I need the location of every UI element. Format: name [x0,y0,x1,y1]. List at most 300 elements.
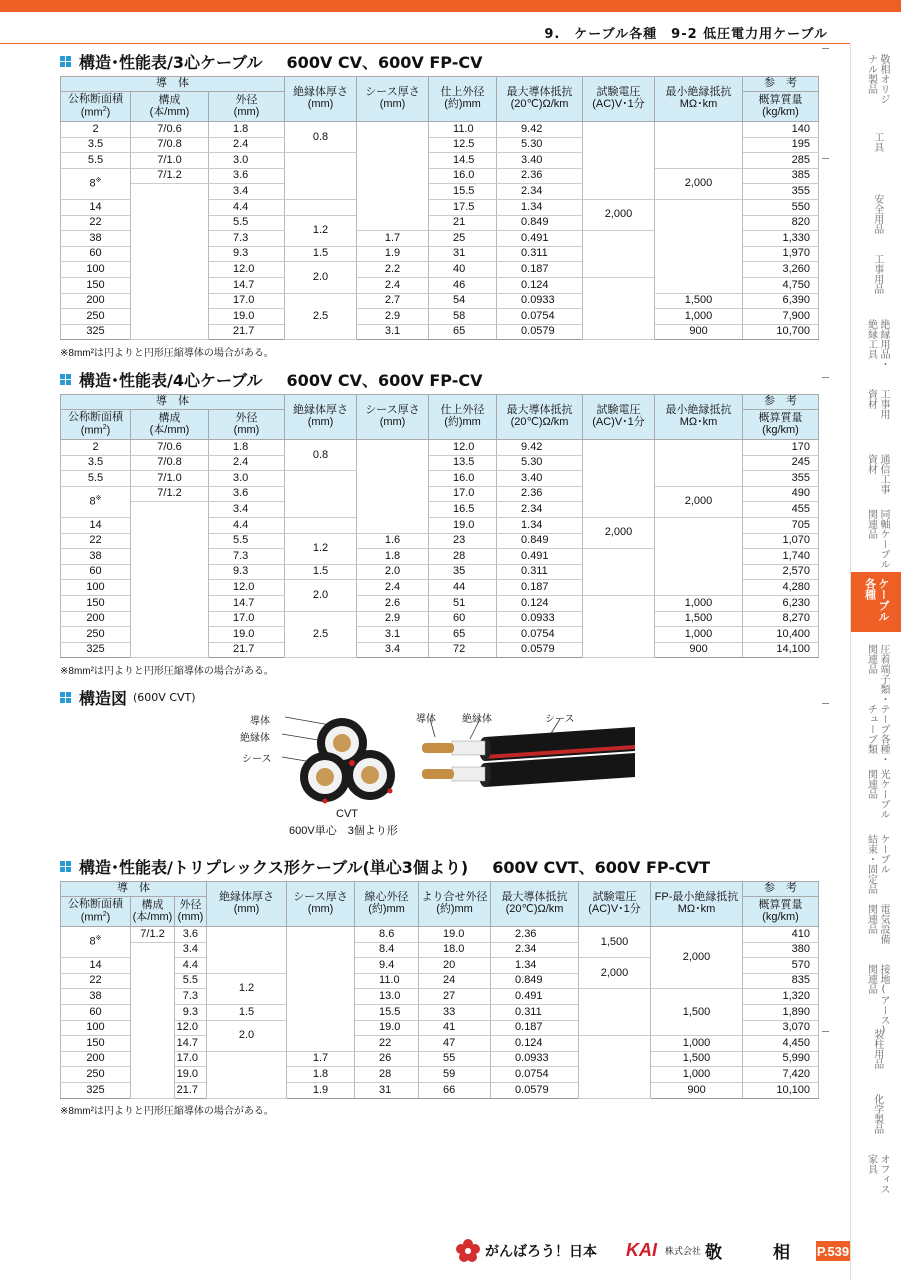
table-cell: 1,000 [651,1067,743,1083]
table-cell: 835 [743,973,819,989]
table-cell: 9.3 [175,1004,207,1020]
table-cell: 100 [61,580,131,596]
table-cell: 1.5 [285,564,357,580]
table-row [61,1051,819,1067]
table-cell: 7/1.2 [131,927,175,943]
table-cell: 1,890 [743,1004,819,1020]
sidebar-item-label: 関連品 [865,769,877,799]
table-cell: 195 [743,137,819,153]
table-cell: 0.311 [491,1004,579,1020]
sidebar-item[interactable] [851,1154,901,1214]
table-cell: 31 [355,1082,419,1098]
table-cell: 14 [61,199,131,215]
table-cell: 325 [61,1082,131,1098]
table-cell: 250 [61,627,131,643]
table-cell: 19.0 [355,1020,419,1036]
sidebar-item[interactable] [851,769,901,829]
th-weight: 概算質量 (kg/km) [743,92,819,122]
table-cell: 5.5 [61,153,131,169]
table-cell [655,517,743,595]
th-test-voltage: 試験電圧 (AC)V･1分 [583,395,655,440]
table-cell: 21 [429,215,497,231]
section-bullet-icon [60,374,71,385]
table-cell [131,184,209,340]
table-cell [583,122,655,200]
sidebar-item[interactable] [851,704,901,764]
table-row [61,440,819,456]
table-note: ※8mm²は円よりと円形圧縮導体の場合がある。 [60,1106,274,1117]
table-cell: 900 [655,324,743,340]
table-cell: 6,230 [743,595,819,611]
table-cell: 3.5 [61,455,131,471]
table-cell: 19.0 [429,517,497,533]
table-cell: 7.3 [209,549,285,565]
table-cell: 3.6 [209,486,285,502]
table-cell: 0.8 [285,122,357,153]
table-cell: 16.5 [429,502,497,518]
table-cell: 14,100 [743,642,819,658]
table-cell: 13.0 [355,989,419,1005]
table-row [61,168,819,184]
table-cell: 3.40 [497,153,583,169]
table-cell: 2,000 [651,927,743,989]
divider [822,48,829,49]
table-cell: 1,970 [743,246,819,262]
table-cell: 0.491 [491,989,579,1005]
table-cell: 14.7 [209,277,285,293]
section-bullet-icon [60,861,71,872]
sidebar-item-label: 各種 [863,578,877,600]
table-cell: 3.1 [357,627,429,643]
table-cell: 3.4 [209,502,285,518]
section-title-3core: 構造･性能表/3心ケーブル 600V CV、600V FP-CV [60,50,483,73]
table-cell: 100 [61,1020,131,1036]
table-cell: 11.0 [355,973,419,989]
table-cell: 0.0754 [497,627,583,643]
table-cell [285,517,357,533]
th-composition: 構成 (本/mm) [131,410,209,440]
table-cell: 7.3 [175,989,207,1005]
table-cell: 19.0 [419,927,491,943]
sidebar-item[interactable] [851,389,901,444]
sidebar-item[interactable] [851,254,901,309]
table-cell: 12.0 [209,262,285,278]
table-cell: 1,320 [743,989,819,1005]
table-cell: 355 [743,471,819,487]
table-cell: 0.311 [497,246,583,262]
table-cell: 72 [429,642,497,658]
table-cell: 26 [355,1051,419,1067]
table-cell: 0.0933 [491,1051,579,1067]
table-cell: 4,450 [743,1036,819,1052]
sidebar-item-label: 資材 [865,454,877,474]
table-cell: 8※ [61,168,131,199]
sidebar-item[interactable] [851,834,901,899]
table-cell: 2.7 [357,293,429,309]
table-cell: 60 [61,246,131,262]
divider [822,703,829,704]
table-cell: 7/0.6 [131,122,209,138]
th-sheath: シース厚さ (mm) [287,882,355,927]
th-test-voltage: 試験電圧 (AC)V･1分 [583,77,655,122]
sidebar-item[interactable] [851,54,901,114]
table-cell: 65 [429,324,497,340]
table-cell: 5.30 [497,137,583,153]
table-cell: 8※ [61,486,131,517]
label-conductor-right: 導体 [416,714,436,725]
sidebar-item-label: 化学製品 [871,1094,883,1134]
table-cell: 1,500 [651,989,743,1036]
table-cell: 1,000 [655,309,743,325]
table-cell [357,122,429,231]
table-cell [207,1051,287,1098]
table-row [61,486,819,502]
th-insulation-resistance: FP-最小絶縁抵抗 MΩ･km [651,882,743,927]
th-area: 公称断面積 $(mm^2)$ [61,897,131,927]
table-cell: 7/0.8 [131,137,209,153]
table-cell: 1.34 [497,517,583,533]
sidebar-item-label: 装柱用品 [871,1029,883,1069]
th-composition: 構成 (本/mm) [131,92,209,122]
table-cell: 2.2 [357,262,429,278]
table-cell: 12.5 [429,137,497,153]
table-cell: 28 [355,1067,419,1083]
table-cell: 150 [61,1036,131,1052]
table-cell: 2.9 [357,309,429,325]
table-row [61,989,819,1005]
sidebar-item-label: 関連品 [865,644,877,674]
table-note: ※8mm²は円よりと円形圧縮導体の場合がある。 [60,666,274,677]
table-cell: 1.2 [285,533,357,564]
table-cell: 24 [419,973,491,989]
divider [822,158,829,159]
table-cell: 2.5 [285,611,357,658]
section-title-4core: 構造･性能表/4心ケーブル 600V CV、600V FP-CV [60,368,483,391]
table-cell: 0.849 [497,215,583,231]
table-cell: 1.9 [287,1082,355,1098]
table-cell: 0.491 [497,549,583,565]
table-cell: 325 [61,642,131,658]
sidebar-item[interactable] [851,1094,901,1149]
table-cell: 19.0 [209,627,285,643]
th-reference: 参 考 [743,882,819,897]
table-cell: 33 [419,1004,491,1020]
table-cell: 51 [429,595,497,611]
table-cell: 900 [651,1082,743,1098]
table-cell: 2.36 [491,927,579,943]
th-insulation: 絶縁体厚さ (mm) [207,882,287,927]
th-od: 外径 (mm) [175,897,207,927]
sidebar-item[interactable] [851,194,901,249]
table-cell: 41 [419,1020,491,1036]
table-cell: 200 [61,611,131,627]
triplex-cross-section [300,718,395,804]
table-cell: 0.849 [497,533,583,549]
diagram-caption-cvt: CVT [336,808,358,820]
table-cell: 2.4 [357,277,429,293]
table-cell: 7/1.0 [131,471,209,487]
table-cell: 6,390 [743,293,819,309]
footer-slogan: がんばろう！日本 [455,1238,597,1264]
section-bullet-icon [60,56,71,67]
th-sheath: シース厚さ (mm) [357,77,429,122]
table-cell [579,989,651,1036]
table-cell [655,440,743,487]
table-cell: 3.4 [209,184,285,200]
th-resistance: 最大導体抵抗 (20℃)Ω/km [491,882,579,927]
table-cell: 1,000 [655,595,743,611]
sidebar-item-label: 資材 [865,389,877,409]
table-cell: 0.0579 [491,1082,579,1098]
table-cell: 9.4 [355,958,419,974]
table-cell: 1,000 [655,627,743,643]
table-cell: 7/1.2 [131,168,209,184]
table-cell: 8※ [61,927,131,958]
table-cell: 16.0 [429,168,497,184]
sidebar-item-label: 電気設備 [878,904,889,944]
table-cell [285,471,357,518]
sidebar-item-label: 通信工事 [878,454,889,494]
table-cell: 18.0 [419,942,491,958]
table-cell: 46 [429,277,497,293]
table-cell: 5.30 [497,455,583,471]
table-cell: 3,070 [743,1020,819,1036]
spec-table-3core [60,76,819,340]
table-cell: 15.5 [429,184,497,200]
table-cell: 490 [743,486,819,502]
section-title-diagram: 構造図 (600V CVT) [60,686,196,709]
table-cell: 7/1.2 [131,486,209,502]
sidebar-item-label: ケーブル [878,834,889,874]
table-cell: 17.5 [429,199,497,215]
table-cell: 31 [429,246,497,262]
sidebar-item-label: 絶縁用品・ [878,319,889,369]
table-cell: 2,000 [655,168,743,199]
table-cell: 0.124 [497,277,583,293]
table-row [61,122,819,138]
table-row [61,1036,819,1052]
table-cell [285,199,357,215]
table-cell: 14.7 [175,1036,207,1052]
sidebar-item[interactable] [851,319,901,384]
sidebar-item-label: 安全用品 [871,194,883,234]
table-cell: 820 [743,215,819,231]
table-cell: 5.5 [209,215,285,231]
sidebar-item[interactable] [851,904,901,959]
table-cell: 1,330 [743,231,819,247]
table-cell: 385 [743,168,819,184]
table-cell: 2.0 [357,564,429,580]
table-cell: 5.5 [175,973,207,989]
th-conductor: 導 体 [61,77,285,92]
table-cell: 0.849 [491,973,579,989]
spec-table-4core [60,394,819,658]
table-cell: 47 [419,1036,491,1052]
table-cell: 0.0933 [497,293,583,309]
table-cell: 3.6 [209,168,285,184]
table-cell [583,277,655,339]
table-cell: 1.5 [285,246,357,262]
diagram-caption: 600V単心 3個より形 [289,825,398,837]
sidebar-item-label: 工事用品 [871,254,883,294]
table-cell: 9.3 [209,564,285,580]
sidebar-item-label: 接地(アース) [878,964,889,1036]
label-sheath-right: シース [545,714,575,725]
table-cell: 55 [419,1051,491,1067]
table-cell [579,1036,651,1098]
table-cell: 59 [419,1067,491,1083]
table-cell [655,122,743,169]
kai-logo: KAI [626,1240,657,1260]
sidebar-item[interactable] [851,454,901,504]
table-cell: 7/1.0 [131,153,209,169]
table-cell [287,927,355,1052]
table-cell [583,595,655,657]
th-insulation: 絶縁体厚さ (mm) [285,77,357,122]
table-cell: 285 [743,153,819,169]
table-cell: 22 [61,533,131,549]
sidebar-item-label: 家具 [865,1154,877,1174]
cable-cross-section-diagram [230,705,650,810]
th-area: 公称断面積 $(mm^2)$ [61,92,131,122]
table-cell [207,927,287,974]
footer-company: KAI 株式会社 敬 相 [626,1240,791,1263]
th-twist-od: より合せ外径 (約)mm [419,882,491,927]
table-cell: 0.311 [497,564,583,580]
table-cell: 2.9 [357,611,429,627]
table-cell: 0.0579 [497,324,583,340]
sidebar-item[interactable] [851,644,901,704]
table-cell: 19.0 [175,1067,207,1083]
table-cell: 2.34 [491,942,579,958]
table-cell: 7/0.6 [131,440,209,456]
table-cell: 2,000 [579,958,651,989]
th-resistance: 最大導体抵抗 (20℃)Ω/km [497,395,583,440]
table-cell: 0.0579 [497,642,583,658]
sidebar-item[interactable] [851,1029,901,1089]
sidebar-item-label: 絶縁工具 [865,319,877,359]
page-header [0,12,850,44]
table-cell: 22 [355,1036,419,1052]
sidebar-item-label: 関連品 [865,904,877,934]
table-cell: 2.36 [497,168,583,184]
sidebar-item-label: チューブ類 [865,704,877,754]
table-cell: 27 [419,989,491,1005]
table-cell [583,231,655,278]
th-area: 公称断面積 $(mm^2)$ [61,410,131,440]
label-insulation: 絶縁体 [240,733,270,744]
table-cell: 65 [429,627,497,643]
table-cell: 1,500 [655,611,743,627]
table-cell: 3.4 [175,942,207,958]
table-cell: 4.4 [209,517,285,533]
sidebar-item[interactable] [851,572,901,632]
table-cell: 22 [61,215,131,231]
table-cell: 14 [61,958,131,974]
table-cell: 150 [61,595,131,611]
table-cell: 3.1 [357,324,429,340]
table-cell: 2,000 [583,517,655,548]
table-cell: 17.0 [175,1051,207,1067]
sidebar-item[interactable] [851,509,901,569]
table-cell: 1,740 [743,549,819,565]
table-cell: 1.34 [497,199,583,215]
divider [822,377,829,378]
table-cell: 2,000 [583,199,655,230]
table-cell: 1.2 [285,215,357,246]
table-cell: 570 [743,958,819,974]
table-cell: 10,400 [743,627,819,643]
table-cell: 9.42 [497,440,583,456]
table-cell: 1.2 [207,973,287,1004]
table-cell: 23 [429,533,497,549]
sidebar-item[interactable] [851,964,901,1036]
table-cell: 2,000 [655,486,743,517]
table-cell: 355 [743,184,819,200]
company-name: 敬 相 [705,1243,791,1263]
table-cell: 410 [743,927,819,943]
table-cell: 66 [419,1082,491,1098]
table-cell: 21.7 [175,1082,207,1098]
sidebar-item-label: 関連品 [865,509,877,539]
table-cell: 2 [61,440,131,456]
table-cell: 455 [743,502,819,518]
table-cell: 19.0 [209,309,285,325]
table-cell: 2.0 [207,1020,287,1051]
table-cell: 58 [429,309,497,325]
table-cell: 1.5 [207,1004,287,1020]
table-cell: 0.0754 [497,309,583,325]
table-cell: 16.0 [429,471,497,487]
table-cell: 12.0 [429,440,497,456]
table-cell: 14.5 [429,153,497,169]
table-cell: 2,570 [743,564,819,580]
table-cell: 200 [61,293,131,309]
table-cell: 2.34 [497,184,583,200]
table-cell: 0.491 [497,231,583,247]
label-insulation-right: 絶縁体 [462,714,492,725]
sidebar-item-label: 工事用 [878,389,889,419]
label-sheath: シース [242,754,272,765]
table-cell: 14 [61,517,131,533]
table-cell [655,199,743,293]
table-row [61,1082,819,1098]
table-cell: 54 [429,293,497,309]
sidebar-item[interactable] [851,132,901,172]
table-cell: 2.0 [285,580,357,611]
table-cell: 140 [743,122,819,138]
table-cell [131,942,175,1098]
table-cell [285,153,357,200]
table-cell: 1,070 [743,533,819,549]
table-cell: 3.6 [175,927,207,943]
th-conductor: 導 体 [61,882,207,897]
th-sheath: シース厚さ (mm) [357,395,429,440]
cherry-blossom-icon [455,1238,481,1264]
table-note: ※8mm²は円よりと円形圧縮導体の場合がある。 [60,348,274,359]
table-cell: 1.8 [209,122,285,138]
table-cell: 1,000 [651,1036,743,1052]
table-cell: 1,500 [579,927,651,958]
th-od: 外径 (mm) [209,410,285,440]
table-cell: 2.4 [357,580,429,596]
table-cell: 2.0 [285,262,357,293]
table-cell: 3.0 [209,471,285,487]
table-cell: 60 [429,611,497,627]
table-cell: 2.34 [497,502,583,518]
th-insulation: 絶縁体厚さ (mm) [285,395,357,440]
table-cell: 25 [429,231,497,247]
